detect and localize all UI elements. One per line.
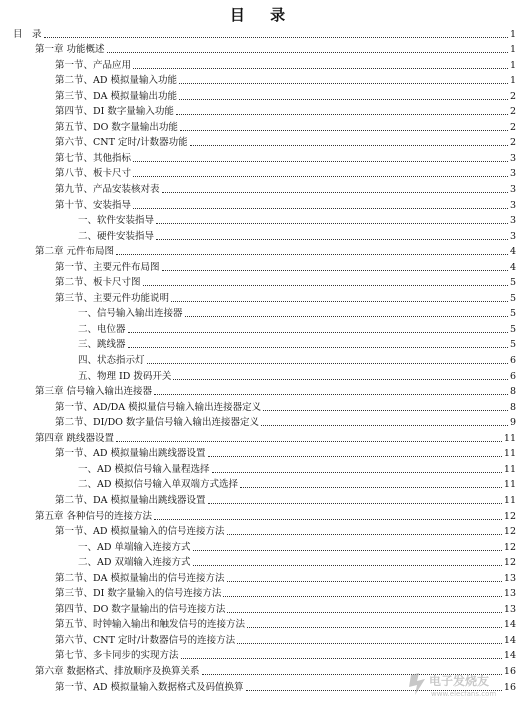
toc-entry[interactable] xyxy=(0,632,525,648)
toc-entry-page: 6 xyxy=(509,370,516,382)
toc-entry-label: 第二节、DA 模拟量输出的信号连接方法 xyxy=(55,572,225,584)
toc-entry[interactable] xyxy=(0,321,525,337)
toc-entry[interactable] xyxy=(0,244,525,260)
toc-leader-dots xyxy=(173,378,508,380)
toc-entry-label: 第四节、DI 数字量输入功能 xyxy=(55,106,174,118)
watermark-logo xyxy=(405,669,517,699)
toc-leader-dots xyxy=(261,424,508,426)
toc-entry-label: 一、AD 模拟信号输入量程选择 xyxy=(78,463,210,475)
toc-entry-label: 第二节、AD 模拟量输入功能 xyxy=(55,75,177,87)
toc-entry-label: 第八节、板卡尺寸 xyxy=(55,168,132,180)
toc-entry-label: 二、AD 模拟信号输入单双端方式选择 xyxy=(78,479,238,491)
toc-entry-page: 14 xyxy=(503,634,516,646)
toc-entry-label: 第三节、DA 模拟量输出功能 xyxy=(55,90,177,102)
toc-entry-page: 9 xyxy=(509,417,516,429)
toc-entry-label: 第二节、板卡尺寸图 xyxy=(55,277,141,289)
toc-leader-dots xyxy=(223,595,502,597)
toc-leader-dots xyxy=(179,82,508,84)
toc-entry-page: 5 xyxy=(509,323,516,335)
toc-list xyxy=(0,26,525,695)
toc-entry-label: 第四节、DO 数字量输出的信号连接方法 xyxy=(55,603,226,615)
toc-entry[interactable] xyxy=(0,228,525,244)
toc-leader-dots xyxy=(133,207,508,209)
toc-entry[interactable] xyxy=(0,26,525,42)
toc-entry-page: 16 xyxy=(503,665,516,677)
toc-entry[interactable] xyxy=(0,119,525,135)
toc-entry-page: 11 xyxy=(503,432,516,444)
toc-entry-page: 2 xyxy=(509,121,516,133)
toc-entry-label: 第二章 元件布局图 xyxy=(35,246,115,258)
toc-entry[interactable] xyxy=(0,88,525,104)
toc-entry-label: 第六节、CNT 定时/计数器功能 xyxy=(55,137,188,149)
toc-leader-dots xyxy=(171,300,508,302)
toc-entry-page: 1 xyxy=(509,44,516,56)
toc-entry[interactable] xyxy=(0,197,525,213)
toc-leader-dots xyxy=(116,440,502,442)
toc-leader-dots xyxy=(227,580,502,582)
toc-entry-label: 第一章 功能概述 xyxy=(35,44,105,56)
toc-leader-dots xyxy=(162,269,508,271)
toc-entry[interactable] xyxy=(0,648,525,664)
toc-entry-label: 第三章 信号输入输出连接器 xyxy=(35,386,153,398)
toc-entry-page: 16 xyxy=(503,681,516,693)
toc-entry-label: 第五节、DO 数字量输出功能 xyxy=(55,121,178,133)
toc-entry-label: 二、电位器 xyxy=(78,323,126,335)
toc-entry-label: 第五章 各种信号的连接方法 xyxy=(35,510,153,522)
toc-entry-page: 3 xyxy=(509,152,516,164)
toc-entry[interactable] xyxy=(0,166,525,182)
toc-leader-dots xyxy=(128,346,508,348)
toc-leader-dots xyxy=(208,502,502,504)
toc-leader-dots xyxy=(227,611,501,613)
toc-entry[interactable] xyxy=(0,290,525,306)
toc-leader-dots xyxy=(107,51,508,53)
toc-leader-dots xyxy=(44,36,508,38)
toc-entry[interactable] xyxy=(0,586,525,602)
toc-entry-label: 第一节、AD 模拟量输入的信号连接方法 xyxy=(55,526,225,538)
toc-leader-dots xyxy=(193,564,502,566)
toc-entry-label: 一、信号输入输出连接器 xyxy=(78,308,183,320)
toc-leader-dots xyxy=(154,518,502,520)
toc-entry[interactable] xyxy=(0,524,525,540)
toc-entry[interactable] xyxy=(0,213,525,229)
toc-entry-label: 第三节、DI 数字量输入的信号连接方法 xyxy=(55,588,222,600)
toc-entry-page: 13 xyxy=(503,572,516,584)
toc-entry-page: 2 xyxy=(509,106,516,118)
toc-entry[interactable] xyxy=(0,446,525,462)
toc-entry-page: 13 xyxy=(503,603,516,615)
toc-entry-page: 3 xyxy=(509,215,516,227)
toc-entry-page: 12 xyxy=(503,510,516,522)
toc-entry-page: 5 xyxy=(509,277,516,289)
toc-leader-dots xyxy=(263,409,508,411)
toc-entry-page: 11 xyxy=(503,448,516,460)
lightning-icon xyxy=(409,673,425,695)
watermark-text: 电子发烧友 xyxy=(429,674,490,688)
toc-entry[interactable] xyxy=(0,601,525,617)
toc-entry-label: 第六节、CNT 定时/计数器信号的连接方法 xyxy=(55,634,236,646)
toc-leader-dots xyxy=(133,67,508,69)
toc-entry-page: 3 xyxy=(509,199,516,211)
toc-leader-dots xyxy=(179,98,508,100)
toc-leader-dots xyxy=(128,331,508,333)
toc-entry-page: 14 xyxy=(503,619,516,631)
toc-entry[interactable] xyxy=(0,181,525,197)
toc-entry[interactable] xyxy=(0,508,525,524)
toc-entry[interactable] xyxy=(0,57,525,73)
toc-leader-dots xyxy=(176,113,508,115)
toc-entry-label: 第十节、安装指导 xyxy=(55,199,132,211)
toc-entry[interactable] xyxy=(0,306,525,322)
toc-entry-page: 11 xyxy=(503,463,516,475)
toc-entry-page: 11 xyxy=(503,494,516,506)
toc-entry-label: 第一节、产品应用 xyxy=(55,59,132,71)
toc-entry-page: 11 xyxy=(503,479,516,491)
toc-leader-dots xyxy=(116,253,508,255)
toc-entry-page: 1 xyxy=(509,59,516,71)
toc-entry[interactable] xyxy=(0,430,525,446)
toc-entry-page: 3 xyxy=(509,184,516,196)
toc-leader-dots xyxy=(247,626,502,628)
toc-entry-page: 1 xyxy=(509,75,516,87)
toc-leader-dots xyxy=(133,175,508,177)
toc-entry-label: 第一节、AD 模拟量输出跳线器设置 xyxy=(55,448,206,460)
toc-leader-dots xyxy=(237,642,502,644)
toc-entry-label: 第一节、AD/DA 模拟量信号输入输出连接器定义 xyxy=(55,401,262,413)
toc-leader-dots xyxy=(185,315,508,317)
toc-leader-dots xyxy=(154,393,508,395)
toc-entry-page: 2 xyxy=(509,137,516,149)
toc-entry-page: 5 xyxy=(509,339,516,351)
toc-entry-page: 14 xyxy=(503,650,516,662)
toc-leader-dots xyxy=(181,657,502,659)
toc-entry-page: 6 xyxy=(509,355,516,367)
toc-entry-label: 第二节、DI/DO 数字量信号输入输出连接器定义 xyxy=(55,417,259,429)
toc-entry-page: 4 xyxy=(509,261,516,273)
toc-entry[interactable] xyxy=(0,492,525,508)
toc-leader-dots xyxy=(212,471,502,473)
toc-entry-label: 第五节、时钟输入输出和触发信号的连接方法 xyxy=(55,619,246,631)
toc-entry-page: 3 xyxy=(509,230,516,242)
toc-entry[interactable] xyxy=(0,42,525,58)
toc-entry-label: 第七节、其他指标 xyxy=(55,152,132,164)
toc-entry[interactable] xyxy=(0,104,525,120)
toc-entry-label: 目 录 xyxy=(13,28,42,40)
toc-entry-label: 五、物理 ID 拨码开关 xyxy=(78,370,172,382)
toc-entry[interactable] xyxy=(0,150,525,166)
toc-entry-page: 13 xyxy=(503,588,516,600)
toc-entry[interactable] xyxy=(0,135,525,151)
toc-entry-label: 第一节、AD 模拟量输入数据格式及码值换算 xyxy=(55,681,244,693)
toc-entry[interactable] xyxy=(0,477,525,493)
toc-leader-dots xyxy=(133,160,508,162)
toc-entry-page: 1 xyxy=(509,28,516,40)
toc-entry-label: 第四章 跳线器设置 xyxy=(35,432,115,444)
toc-entry-page: 12 xyxy=(503,526,516,538)
page-title: 目 录 xyxy=(229,6,296,24)
toc-entry-label: 第六章 数据格式、排放顺序及换算关系 xyxy=(35,665,200,677)
toc-leader-dots xyxy=(193,549,502,551)
toc-leader-dots xyxy=(162,191,508,193)
toc-entry[interactable] xyxy=(0,259,525,275)
toc-entry-page: 3 xyxy=(509,168,516,180)
toc-leader-dots xyxy=(208,455,502,457)
toc-entry[interactable] xyxy=(0,337,525,353)
toc-entry[interactable] xyxy=(0,352,525,368)
toc-entry[interactable] xyxy=(0,539,525,555)
toc-entry[interactable] xyxy=(0,555,525,571)
toc-entry-page: 4 xyxy=(509,246,516,258)
toc-entry-label: 一、AD 单端输入连接方式 xyxy=(78,541,191,553)
toc-entry-page: 5 xyxy=(509,308,516,320)
toc-entry[interactable] xyxy=(0,461,525,477)
toc-entry-page: 12 xyxy=(503,557,516,569)
toc-entry-page: 5 xyxy=(509,292,516,304)
toc-leader-dots xyxy=(227,533,502,535)
toc-entry-label: 一、软件安装指导 xyxy=(78,215,155,227)
toc-entry-page: 8 xyxy=(509,401,516,413)
toc-entry[interactable] xyxy=(0,617,525,633)
toc-leader-dots xyxy=(240,486,502,488)
toc-entry[interactable] xyxy=(0,399,525,415)
toc-entry[interactable] xyxy=(0,570,525,586)
toc-entry-label: 二、AD 双端输入连接方式 xyxy=(78,557,191,569)
watermark-subtext: www.elecfans.com xyxy=(431,690,497,698)
toc-entry-label: 第七节、多卡同步的实现方法 xyxy=(55,650,179,662)
toc-entry[interactable] xyxy=(0,384,525,400)
toc-leader-dots xyxy=(190,144,508,146)
toc-entry-page: 8 xyxy=(509,386,516,398)
toc-entry[interactable] xyxy=(0,275,525,291)
toc-leader-dots xyxy=(143,284,508,286)
toc-entry-label: 第九节、产品安装核对表 xyxy=(55,184,160,196)
toc-entry[interactable] xyxy=(0,368,525,384)
toc-leader-dots xyxy=(156,238,508,240)
toc-entry-label: 二、硬件安装指导 xyxy=(78,230,155,242)
toc-entry-label: 第一节、主要元件布局图 xyxy=(55,261,160,273)
toc-entry-label: 四、状态指示灯 xyxy=(78,355,145,367)
toc-entry-label: 第二节、DA 模拟量输出跳线器设置 xyxy=(55,494,206,506)
toc-leader-dots xyxy=(156,222,508,224)
toc-entry-page: 2 xyxy=(509,90,516,102)
toc-entry[interactable] xyxy=(0,73,525,89)
toc-entry-label: 第三节、主要元件功能说明 xyxy=(55,292,170,304)
toc-entry-label: 三、跳线器 xyxy=(78,339,126,351)
toc-leader-dots xyxy=(147,362,508,364)
toc-entry-page: 12 xyxy=(503,541,516,553)
toc-leader-dots xyxy=(180,129,508,131)
toc-entry[interactable] xyxy=(0,415,525,431)
